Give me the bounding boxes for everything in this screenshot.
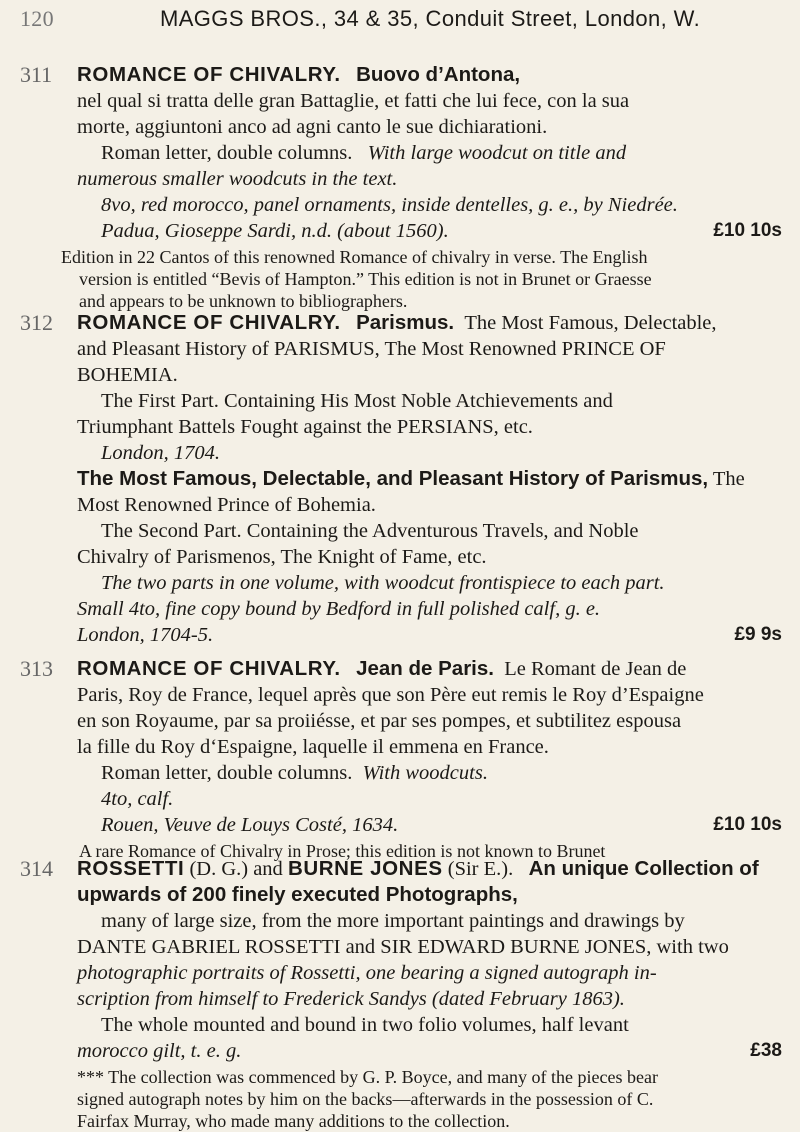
entry-line: Most Renowned Prince of Bohemia. — [77, 494, 376, 516]
entry-line: en son Royaume, par sa proiiésse, et par ses pompes, et subtilitez espousa — [77, 710, 682, 732]
entry-line: nel qual si tratta delle gran Battaglie, et fatti che lui fece, con la sua — [77, 90, 630, 112]
entry-line: and Pleasant History of PARISMUS, The Most Renowned PRINCE OF — [77, 338, 666, 360]
entry-line: Triumphant Battels Fought against the PERSIANS, etc. — [77, 416, 533, 438]
entry-subheading: Parismus. — [356, 311, 455, 334]
entry-line: la fille du Roy d‘Espaigne, laquelle il emmena en France. — [77, 736, 549, 758]
entry-line: Paris, Roy de France, lequel après que son Père eut remis le Roy d’Espaigne — [77, 684, 704, 706]
entry-number: 314 — [20, 856, 53, 881]
entry-price: £10 10s — [713, 220, 782, 241]
entry-line: With large woodcut on title and — [367, 142, 627, 164]
entry-imprint: London, 1704-5. — [77, 624, 214, 646]
entry-number: 313 — [20, 656, 53, 681]
entry-subheading: Jean de Paris. — [356, 657, 494, 680]
entry-subheading: An unique Collection of — [528, 857, 759, 880]
catalogue-entry-314 — [20, 856, 782, 1132]
entry-subheading: upwards of 200 finely executed Photographs, — [77, 883, 518, 906]
entry-line: 4to, calf. — [101, 788, 174, 810]
entry-note: Fairfax Murray, who made many additions to the collection. — [77, 1111, 510, 1131]
entry-line: (Sir E.). — [447, 858, 514, 880]
running-title: MAGGS BROS., 34 & 35, Conduit Street, London, W. — [160, 6, 701, 31]
entry-price: £9 9s — [734, 624, 782, 645]
page-number: 120 — [20, 6, 54, 31]
page-header — [20, 6, 770, 32]
entry-line: The Second Part. Containing the Adventurous Travels, and Noble — [101, 520, 639, 542]
entry-note: signed autograph notes by him on the backs—afterwards in the possession of C. — [77, 1089, 654, 1109]
entry-line: photographic portraits of Rossetti, one bearing a signed autograph in- — [77, 962, 657, 984]
entry-heading: ROMANCE OF CHIVALRY. — [77, 657, 341, 680]
entry-line: Small 4to, fine copy bound by Bedford in full polished calf, g. e. — [77, 598, 601, 620]
entry-line: With woodcuts. — [362, 762, 488, 784]
entry-line: The Most Famous, Delectable, — [464, 312, 717, 334]
entry-line: The — [712, 468, 745, 490]
entry-line: many of large size, from the more important paintings and drawings by — [101, 910, 685, 932]
entry-note: and appears to be unknown to bibliographers. — [79, 291, 408, 311]
catalogue-entry-312 — [20, 310, 782, 648]
entry-line: Le Romant de Jean de — [504, 658, 687, 680]
entry-imprint: Rouen, Veuve de Louys Costé, 1634. — [101, 814, 399, 836]
entry-heading: BURNE JONES — [287, 857, 443, 880]
entry-line: BOHEMIA. — [77, 364, 178, 386]
entry-line: The whole mounted and bound in two folio volumes, half levant — [101, 1014, 629, 1036]
entry-note: Edition in 22 Cantos of this renowned Romance of chivalry in verse. The English — [61, 247, 648, 267]
entry-line: Roman letter, double columns. — [101, 142, 353, 164]
entry-line: scription from himself to Frederick Sandys (dated February 1863). — [77, 988, 625, 1010]
entry-line: The two parts in one volume, with woodcut frontispiece to each part. — [101, 572, 665, 594]
entry-line: 8vo, red morocco, panel ornaments, inside dentelles, g. e., by Niedrée. — [101, 194, 678, 216]
entry-note: version is entitled “Bevis of Hampton.” This edition is not in Brunet or Graesse — [79, 269, 652, 289]
entry-line: (D. G.) and — [189, 858, 283, 880]
catalogue-entry-311 — [20, 62, 782, 312]
entry-line: numerous smaller woodcuts in the text. — [77, 168, 398, 190]
catalogue-entry-313 — [20, 656, 782, 862]
entry-line: morocco gilt, t. e. g. — [77, 1040, 242, 1062]
entry-line: morte, aggiuntoni anco ad agni canto le sue dichiarationi. — [77, 116, 548, 138]
entry-note: *** The collection was commenced by G. P. Boyce, and many of the pieces bear — [77, 1067, 658, 1087]
entry-line: Chivalry of Parismenos, The Knight of Fame, etc. — [77, 546, 487, 568]
entry-imprint: London, 1704. — [101, 442, 221, 464]
entry-second-heading: The Most Famous, Delectable, and Pleasant History of Parismus, — [77, 467, 709, 490]
entry-price: £38 — [750, 1040, 782, 1061]
entry-note: A rare Romance of Chivalry in Prose; this edition is not known to Brunet — [79, 841, 606, 861]
entry-line: Roman letter, double columns. — [101, 762, 353, 784]
entry-subheading: Buovo d’Antona, — [356, 63, 521, 86]
entry-number: 312 — [20, 310, 53, 335]
entry-heading: ROSSETTI — [77, 857, 185, 880]
entry-heading: ROMANCE OF CHIVALRY. — [77, 311, 341, 334]
entry-heading: ROMANCE OF CHIVALRY. — [77, 63, 341, 86]
entry-line: The First Part. Containing His Most Noble Atchievements and — [101, 390, 613, 412]
entry-line: DANTE GABRIEL ROSSETTI and SIR EDWARD BURNE JONES, with two — [77, 936, 729, 958]
entry-price: £10 10s — [713, 814, 782, 835]
entry-imprint: Padua, Gioseppe Sardi, n.d. (about 1560). — [101, 220, 449, 242]
entry-number: 311 — [20, 62, 53, 87]
